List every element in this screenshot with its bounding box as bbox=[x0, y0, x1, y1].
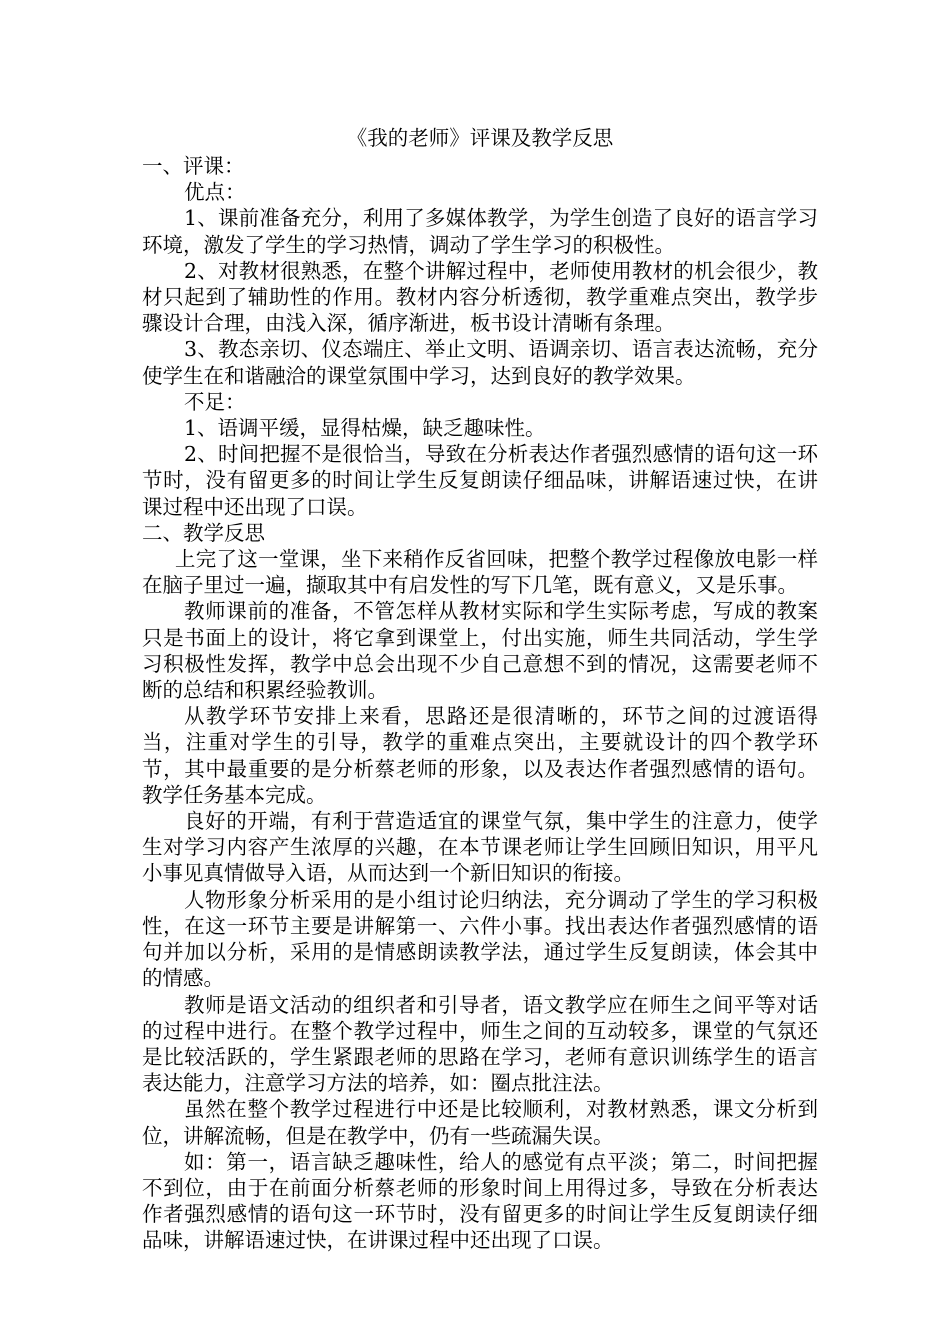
merits-label: 优点： bbox=[184, 180, 246, 205]
section-heading-reflection: 二、教学反思 bbox=[142, 520, 265, 545]
merit-paragraph: 2、对教材很熟悉，在整个讲解过程中，老师使用教材的机会很少，教材只起到了辅助性的作用。教材内容分析透彻，教学重难点突出，教学步骤设计合理，由浅入深，循序渐进，板书设计清晰有条理。 bbox=[142, 258, 818, 336]
shortcomings-label: 不足： bbox=[184, 389, 246, 414]
reflection-paragraph: 教师课前的准备，不管怎样从教材实际和学生实际考虑，写成的教案只是书面上的设计，将它拿到课堂上，付出实施，师生共同活动，学生学习积极性发挥，教学中总会出现不少自己意想不到的情况，这需要老师不断的总结和积累经验教训。 bbox=[142, 599, 818, 703]
merit-paragraph: 1、课前准备充分，利用了多媒体教学，为学生创造了良好的语言学习环境，激发了学生的学习热情，调动了学生学习的积极性。 bbox=[142, 206, 818, 257]
document-title: 《我的老师》评课及教学反思 bbox=[346, 126, 614, 150]
reflection-intro: 上完了这一堂课，坐下来稍作反省回味，把整个教学过程像放电影一样在脑子里过一遍，撷取其中有启发性的写下几笔，既有意义，又是乐事。 bbox=[142, 547, 818, 598]
shortcoming-paragraph: 2、时间把握不是很恰当，导致在分析表达作者强烈感情的语句这一环节时，没有留更多的时间让学生反复朗读仔细品味，讲解语速过快，在讲课过程中还出现了口误。 bbox=[142, 442, 818, 519]
reflection-paragraph: 教师是语文活动的组织者和引导者，语文教学应在师生之间平等对话的过程中进行。在整个教学过程中，师生之间的互动较多，课堂的气氛还是比较活跃的，学生紧跟老师的思路在学习，老师有意识训练学生的语言表达能力，注意学习方法的培养，如：圈点批注法。 bbox=[142, 992, 818, 1096]
reflection-paragraph: 如：第一，语言缺乏趣味性，给人的感觉有点平淡；第二，时间把握不到位，由于在前面分析蔡老师的形象时间上用得过多，导致在分析表达作者强烈感情的语句这一环节时，没有留更多的时间让学生反复朗读仔细品味，讲解语速过快，在讲课过程中还出现了口误。 bbox=[142, 1149, 818, 1253]
shortcoming-paragraph: 1、语调平缓，显得枯燥，缺乏趣味性。 bbox=[184, 416, 546, 441]
document-page bbox=[142, 123, 818, 1254]
section-heading-evaluation: 一、评课： bbox=[142, 154, 245, 178]
reflection-paragraph: 良好的开端，有利于营造适宜的课堂气氛，集中学生的注意力，使学生对学习内容产生浓厚的兴趣，在本节课老师让学生回顾旧知识，用平凡小事见真情做导入语，从而达到一个新旧知识的衔接。 bbox=[142, 809, 818, 886]
reflection-paragraph: 虽然在整个教学过程进行中还是比较顺利，对教材熟悉，课文分析到位，讲解流畅，但是在教学中，仍有一些疏漏失误。 bbox=[142, 1097, 818, 1148]
merit-paragraph: 3、教态亲切、仪态端庄、举止文明、语调亲切、语言表达流畅，充分使学生在和谐融洽的课堂氛围中学习，达到良好的教学效果。 bbox=[142, 337, 818, 388]
reflection-paragraph: 人物形象分析采用的是小组讨论归纳法，充分调动了学生的学习积极性，在这一环节主要是讲解第一、六件小事。找出表达作者强烈感情的语句并加以分析，采用的是情感朗读教学法，通过学生反复朗读，体会其中的情感。 bbox=[142, 887, 818, 991]
reflection-paragraph: 从教学环节安排上来看，思路还是很清晰的，环节之间的过渡语得当，注重对学生的引导，教学的重难点突出，主要就设计的四个教学环节，其中最重要的是分析蔡老师的形象，以及表达作者强烈感情的语句。教学任务基本完成。 bbox=[142, 704, 818, 807]
